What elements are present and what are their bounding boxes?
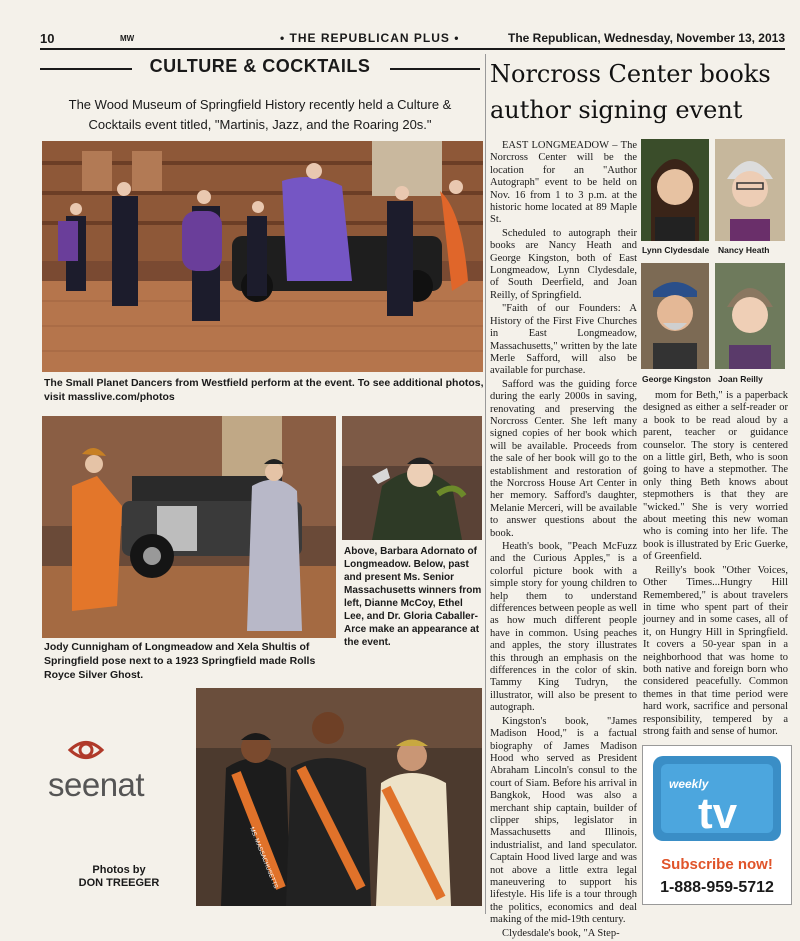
- portrait-lynn: [641, 139, 709, 241]
- section-intro: The Wood Museum of Springfield History recently held a Culture & Cocktails event titled, "Martinis, Jazz, and the Roaring 20s.": [68, 97, 452, 132]
- article-paragraph: "Faith of our Founders: A History of the First Five Churches in East Longmeadow, Massachusetts," written by the late Merle Safford, will also be available for purchase.: [490, 303, 637, 377]
- section-title: CULTURE & COCKTAILS: [149, 56, 371, 76]
- ad-tv: tv: [698, 789, 738, 838]
- portrait-george: [641, 263, 709, 369]
- article-paragraph: EAST LONGMEADOW – The Norcross Center will be the location for an "Author Autograph" event to be held on Nov. 16 from 1 to 3 p.m. at the historic home located at 89 Maple St.: [490, 140, 637, 226]
- masthead: [40, 28, 785, 48]
- portrait-name-lynn: Lynn Clydesdale: [642, 245, 710, 255]
- article-paragraph: mom for Beth," is a paperback designed as either a self-reader or a book to be read aloud by a parent, teacher or guidance counselor. The story is centered on a little girl, Beth, who is soon going to have a stepmother. The only thing Beth knows about stepmothers is that they are "wicked." She is very worried about meeting this new woman who is coming into her life. The book is illustrated by Eric Guerke, of Greenfield.: [643, 390, 788, 563]
- portrait-joan: [715, 263, 785, 369]
- ad-weekly: weekly: [669, 777, 709, 791]
- article-paragraph: Scheduled to autograph their books are Nancy Heath and George Kingston, both of East Longmeadow, Lynn Clydesdale, of South Deerfield, and Joan Reilly, of Springfield.: [490, 227, 637, 301]
- photo-credit: [64, 864, 174, 890]
- date-line: The Republican, Wednesday, November 13, 2013: [508, 31, 785, 45]
- article-paragraph: Reilly's book "Other Voices, Other Times...Hungry Hill Remembered," is about travelers in time who spent part of their journey and in some cases, all of it, on Hungry Hill in Springfield. It covers a 50-year span in a neighborhood that was home to both native and foreign born who considered peacefully. Common themes in that time period were hard work, sacrifice and personal responsibility, tempered by a strong faith and sense of humor.: [643, 564, 788, 737]
- sash-text: MS. MASSACHUSETTS: [248, 826, 279, 890]
- dancers-photo: [42, 141, 483, 372]
- edition-code: MW: [120, 33, 135, 43]
- rolls-royce-caption: Jody Cunnigham of Longmeadow and Xela Shultis of Springfield pose next to a 1923 Springfield made Rolls Royce Silver Ghost.: [44, 641, 316, 681]
- credit-name: DON TREEGER: [78, 877, 160, 889]
- credit-label: Photos by: [92, 864, 146, 876]
- barbara-photo: [342, 416, 482, 540]
- rolls-royce-photo: [42, 416, 336, 638]
- ad-subscribe[interactable]: Subscribe now!: [661, 856, 773, 873]
- ms-senior-photo: [196, 688, 482, 906]
- article-paragraph: Heath's book, "Peach McFuzz and the Curious Apples," is a colorful picture book with a simple story for young children to help them to understand differences between people as well as how much different people have in common. Using peaches and apples, the story illustrates this through an emphasis on the differences in the color of skin. Tammy King Tudryn, the illustrator, will also be present to autograph.: [490, 541, 637, 714]
- portrait-name-nancy: Nancy Heath: [718, 245, 770, 255]
- column-rule: [485, 54, 486, 914]
- eye-icon: [68, 733, 104, 767]
- portrait-name-george: George Kingston: [642, 374, 711, 384]
- ad-phone[interactable]: 1-888-959-5712: [660, 879, 774, 896]
- article-column-1: [490, 140, 637, 941]
- article-paragraph: Kingston's book, "James Madison Hood," is a factual biography of James Madison Hood who served as President Abraham Lincoln's consul to the court of Siam. Before his arrival in Bangkok, Hood was also a merchant ship captain, builder of clipper ships, legislator in Massachusetts and Illinois, industrialist, and land speculator. Captain Hood lived large and was not above a little extra legal maneuvering to support his lifestyle. His life is a tour through the politics, economics and deal making of the mid-19th century.: [490, 715, 637, 926]
- barbara-caption: Above, Barbara Adornato of Longmeadow. Below, past and present Ms. Senior Massachusetts winners from left, Dianne McCoy, Ethel Lee, and Dr. Gloria Caballer-Arce make an appearance at the event.: [344, 546, 482, 648]
- portrait-name-joan: Joan Reilly: [718, 374, 763, 384]
- article-headline: Norcross Center books author signing event: [490, 60, 771, 124]
- publication-name: • THE REPUBLICAN PLUS •: [280, 31, 460, 45]
- dancers-caption: The Small Planet Dancers from Westfield perform at the event. To see additional photos, visit masslive.com/photos: [44, 377, 484, 403]
- portrait-nancy: [715, 139, 785, 241]
- article-column-2: [643, 390, 788, 739]
- seenat-logo: seenat: [48, 766, 145, 803]
- tv-subscription-ad[interactable]: [642, 745, 792, 905]
- masthead-rule: [40, 48, 785, 50]
- article-paragraph: Clydesdale's book, "A Step-: [502, 927, 620, 939]
- article-paragraph: Safford was the guiding force during the early 2000s in saving, renovating and preserving the Norcross Center. She left many signed copies of her book which will be available. Proceeds from the sale of her book will go to the establishment and restoration of the Norcross House Art Center in her memory. Safford's daughter, Melanie Merceri, will be available to answer questions about the book.: [490, 378, 637, 539]
- page-number: 10: [40, 30, 55, 46]
